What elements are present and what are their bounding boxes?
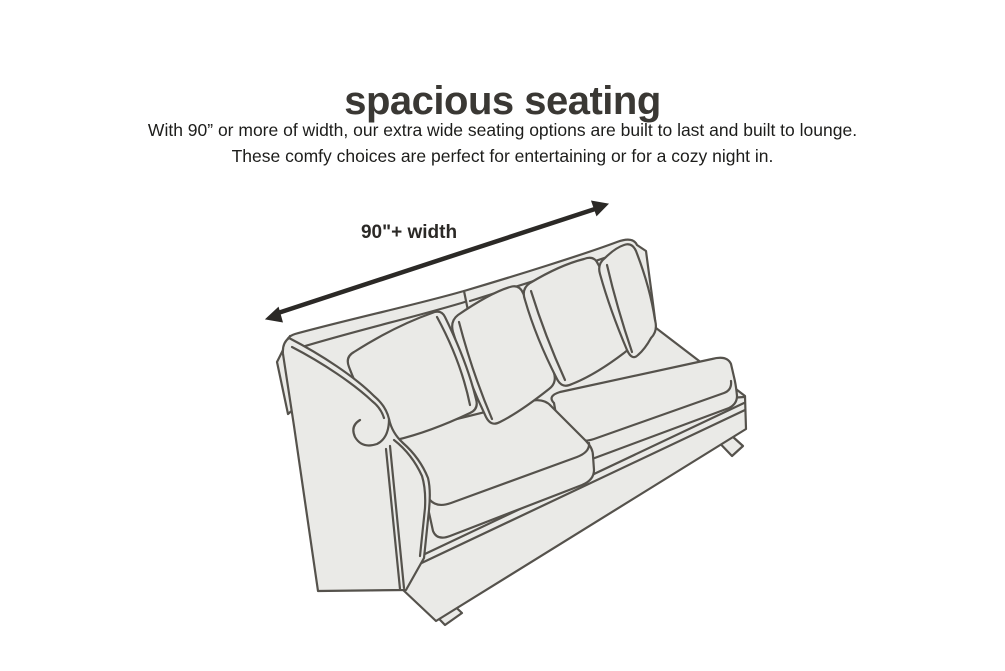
dimension-arrowhead-left bbox=[266, 308, 282, 322]
page-title: spacious seating bbox=[344, 78, 661, 123]
sofa-illustration bbox=[277, 240, 746, 625]
intro-line-1: With 90” or more of width, our extra wide seating options are built to last and built to lounge. bbox=[147, 120, 858, 140]
intro-line-2: These comfy choices are perfect for entertaining or for a cozy night in. bbox=[231, 146, 774, 166]
dimension-label: 90"+ width bbox=[360, 222, 458, 243]
dimension-arrowhead-right bbox=[592, 201, 608, 215]
